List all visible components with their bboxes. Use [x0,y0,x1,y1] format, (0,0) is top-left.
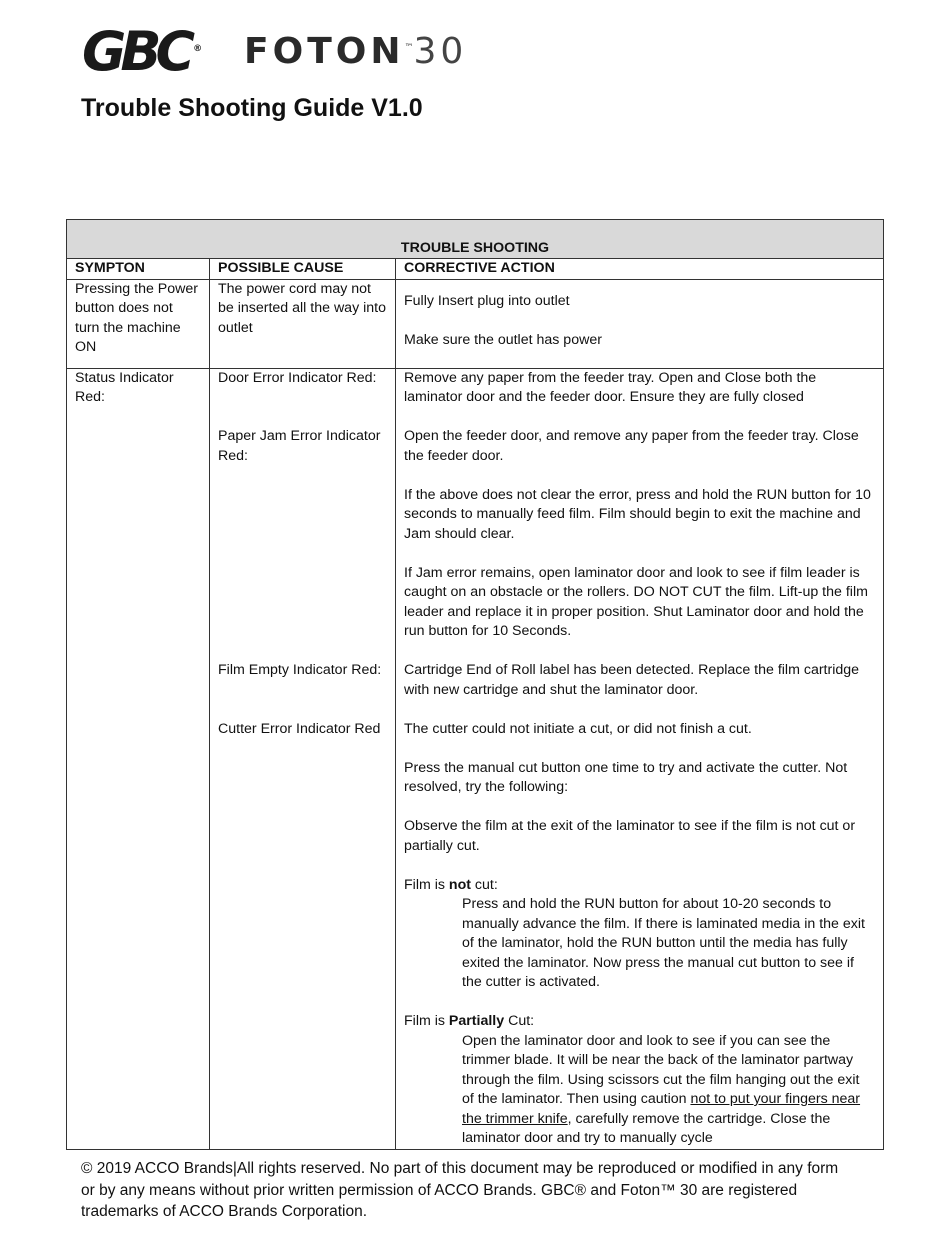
header-action: CORRECTIVE ACTION [396,259,884,280]
action-list [396,368,884,1149]
cause-paper-jam: Paper Jam Error Indicator Red: [218,428,381,464]
table-title-row [67,220,884,259]
action-power [396,279,884,368]
copyright-footer: © 2019 ACCO Brands|All rights reserved. No part of this document may be reproduced or modified in any form or by any means without prior written permission of ACCO Brands. GBC® and Foton™ 30 are registered trademarks of ACCO Brands Corporation. [81,1160,839,1220]
foton-logo [244,26,467,74]
action-cutter-2: Press the manual cut button one time to try and activate the cutter. Not resolved, try the following: [404,759,848,795]
not-cut-heading [404,876,875,896]
table-title: TROUBLE SHOOTING [67,220,884,259]
action-cutter-3: Observe the film at the exit of the laminator to see if the film is not cut or partially cut. [404,818,856,854]
action-power-1: Fully Insert plug into outlet [404,292,570,309]
troubleshooting-table [66,219,884,1150]
action-door: Remove any paper from the feeder tray. Open and Close both the laminator door and the feeder door. Ensure they are fully closed [404,369,817,405]
action-jam-3: If Jam error remains, open laminator door and look to see if film leader is caught on an obstacle or the rollers. DO NOT CUT the film. Lift-up the film leader and replace it in proper position. Shut Laminator door and hold the run button for 10 Seconds. [404,564,868,639]
partial-cut-text-after: , carefully remove the cartridge. Close the laminator door and try to manually cycle [462,1110,831,1146]
table-row [67,368,884,1149]
cause-list [210,368,396,1149]
foton-logo-number: 30 [413,31,468,72]
table-row [67,279,884,368]
foton-logo-text: FOTON [244,31,405,72]
partial-cut-text [404,1032,875,1149]
not-cut-prefix: Film is [404,876,449,893]
gbc-logo [82,18,202,83]
partial-cut-warning: not to put your fingers near the trimmer knife [462,1091,861,1127]
header-symptom: SYMPTON [67,259,210,280]
gbc-logo-text: GBC [82,20,190,83]
cause-door-error: Door Error Indicator Red: [218,369,377,386]
not-cut-bold: not [448,876,471,893]
symptom-power: Pressing the Power button does not turn the machine ON [67,279,210,368]
partial-cut-text-before: Open the laminator door and look to see if you can see the trimmer blade. It will be near the back of the laminator partway through the film. Using scissors cut the film hanging out the exit of the laminator. Then using caution [462,1032,860,1107]
action-cutter-1: The cutter could not initiate a cut, or did not finish a cut. [404,720,752,737]
gbc-logo-reg: ® [193,44,203,54]
symptom-status-red: Status Indicator Red: [67,368,210,1149]
partial-cut-prefix: Film is [404,1013,449,1029]
partial-cut-suffix: Cut: [504,1013,535,1029]
action-jam-2: If the above does not clear the error, press and hold the RUN button for 10 seconds to manually feed film. Film should begin to exit the machine and Jam should clear. [404,486,871,542]
action-power-2: Make sure the outlet has power [404,331,602,348]
not-cut-suffix: cut: [470,876,498,893]
document-title: Trouble Shooting Guide V1.0 [81,94,423,122]
partial-cut-bold: Partially [448,1013,505,1029]
cause-film-empty: Film Empty Indicator Red: [218,662,382,678]
header-cause: POSSIBLE CAUSE [210,259,396,280]
action-jam-1: Open the feeder door, and remove any paper from the feeder tray. Close the feeder door. [404,428,859,464]
not-cut-text: Press and hold the RUN button for about 10-20 seconds to manually advance the film. If there is laminated media in the exit of the laminator, hold the RUN button until the media has fully exited the laminator. Now press the manual cut button to see if the cutter is activated. [462,896,865,990]
action-film: Cartridge End of Roll label has been detected. Replace the film cartridge with new cartridge and shut the laminator door. [404,662,860,698]
table-header-row [67,259,884,280]
cause-cutter-error: Cutter Error Indicator Red [218,720,381,737]
cause-power-cord: The power cord may not be inserted all the way into outlet [210,279,396,368]
foton-logo-tm: ™ [404,43,414,53]
partial-cut-heading [404,1012,875,1032]
